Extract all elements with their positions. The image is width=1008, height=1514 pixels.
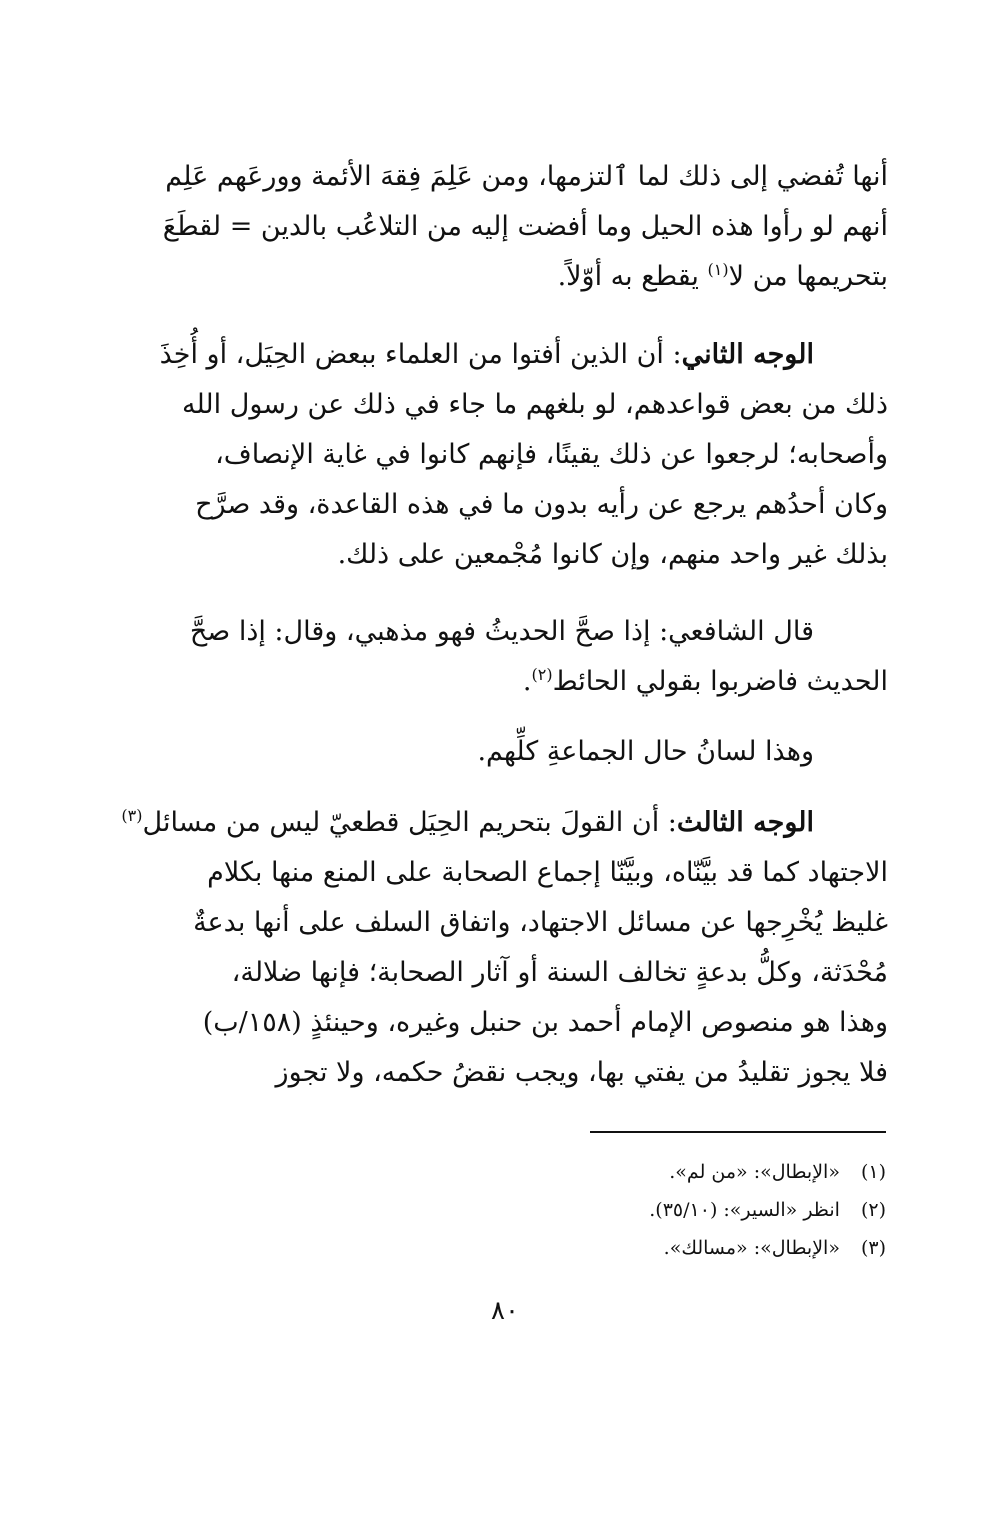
paragraph-5 bbox=[104, 798, 888, 1098]
paragraph-2 bbox=[104, 330, 888, 580]
text-line: وكان أحدُهم يرجع عن رأيه بدون ما في هذه القاعدة، وقد صرَّح bbox=[195, 489, 888, 520]
text-line bbox=[104, 798, 888, 848]
text-line: ذلك من بعض قواعدهم، لو بلغهم ما جاء في ذلك عن رسول الله bbox=[181, 389, 888, 420]
text-line: الاجتهاد كما قد بيَّنّاه، وبيَّنّا إجماع الصحابة على المنع منها بكلام bbox=[207, 857, 888, 888]
text-line: أنهم لو رأوا هذه الحيل وما أفضت إليه من التلاعُب بالدين = لقطَعَ bbox=[162, 211, 888, 242]
text-line: وهذا هو منصوص الإمام أحمد بن حنبل وغيره، وحينئذٍ (١٥٨/ب) bbox=[202, 1007, 888, 1038]
footnote-separator bbox=[590, 1131, 886, 1133]
footnote-marker: (٢) bbox=[531, 665, 553, 684]
footnote-number: (٣) bbox=[860, 1237, 886, 1259]
text-line: وأصحابه؛ لرجعوا عن ذلك يقينًا، فإنهم كانوا في غاية الإنصاف، bbox=[215, 439, 888, 470]
text-segment: يقطع به أوّلاً. bbox=[557, 261, 708, 292]
footnote-item bbox=[560, 1153, 886, 1191]
text-line: قال الشافعي: إذا صحَّ الحديثُ فهو مذهبي، وقال: إذا صحَّ bbox=[189, 616, 814, 647]
text-segment: . bbox=[522, 666, 532, 697]
text-segment: : أن القولَ بتحريم الحِيَل قطعيّ ليس من مسائل bbox=[142, 807, 677, 838]
section-heading: الوجه الثالث bbox=[676, 807, 814, 838]
footnote-number: (١) bbox=[860, 1161, 886, 1183]
text-line: فلا يجوز تقليدُ من يفتي بها، ويجب نقضُ حكمه، ولا تجوز bbox=[275, 1057, 888, 1088]
text-line: وهذا لسانُ حال الجماعةِ كلِّهم. bbox=[477, 736, 814, 767]
footnote-number: (٢) bbox=[860, 1199, 886, 1221]
paragraph-4 bbox=[104, 727, 888, 777]
footnote-item bbox=[560, 1229, 886, 1267]
footnote-marker: (٣) bbox=[121, 806, 143, 825]
text-line: بذلك غير واحد منهم، وإن كانوا مُجْمعين على ذلك. bbox=[337, 539, 888, 570]
footnotes bbox=[560, 1153, 886, 1267]
footnote-text: «الإبطال»: «مسالك». bbox=[663, 1237, 840, 1259]
text-segment: بتحريمها من لا bbox=[728, 261, 888, 292]
footnote-item bbox=[560, 1191, 886, 1229]
footnote-text: «الإبطال»: «من لم». bbox=[669, 1161, 840, 1183]
text-segment: الحديث فاضربوا بقولي الحائط bbox=[552, 666, 888, 697]
text-segment: : أن الذين أفتوا من العلماء ببعض الحِيَل، أو أُخِذَ bbox=[159, 339, 682, 370]
text-line bbox=[104, 657, 888, 707]
text-line: مُحْدَثة، وكلُّ بدعةٍ تخالف السنة أو آثار الصحابة؛ فإنها ضلالة، bbox=[231, 957, 888, 988]
text-line: أنها تُفضي إلى ذلك لما ٱلتزمها، ومن عَلِمَ فِقهَ الأئمة وورعَهم عَلِم bbox=[165, 161, 888, 192]
section-heading: الوجه الثاني bbox=[681, 339, 814, 370]
footnote-text: انظر «السير»: (٣٥/١٠). bbox=[649, 1199, 840, 1221]
page-number: ٨٠ bbox=[491, 1296, 519, 1326]
text-line bbox=[104, 330, 888, 380]
paragraph-3 bbox=[104, 607, 888, 707]
text-line: غليظ يُخْرِجها عن مسائل الاجتهاد، واتفاق السلف على أنها بدعةٌ bbox=[193, 907, 888, 938]
footnote-marker: (١) bbox=[707, 260, 729, 279]
text-line bbox=[104, 252, 888, 302]
paragraph-1 bbox=[104, 152, 888, 302]
